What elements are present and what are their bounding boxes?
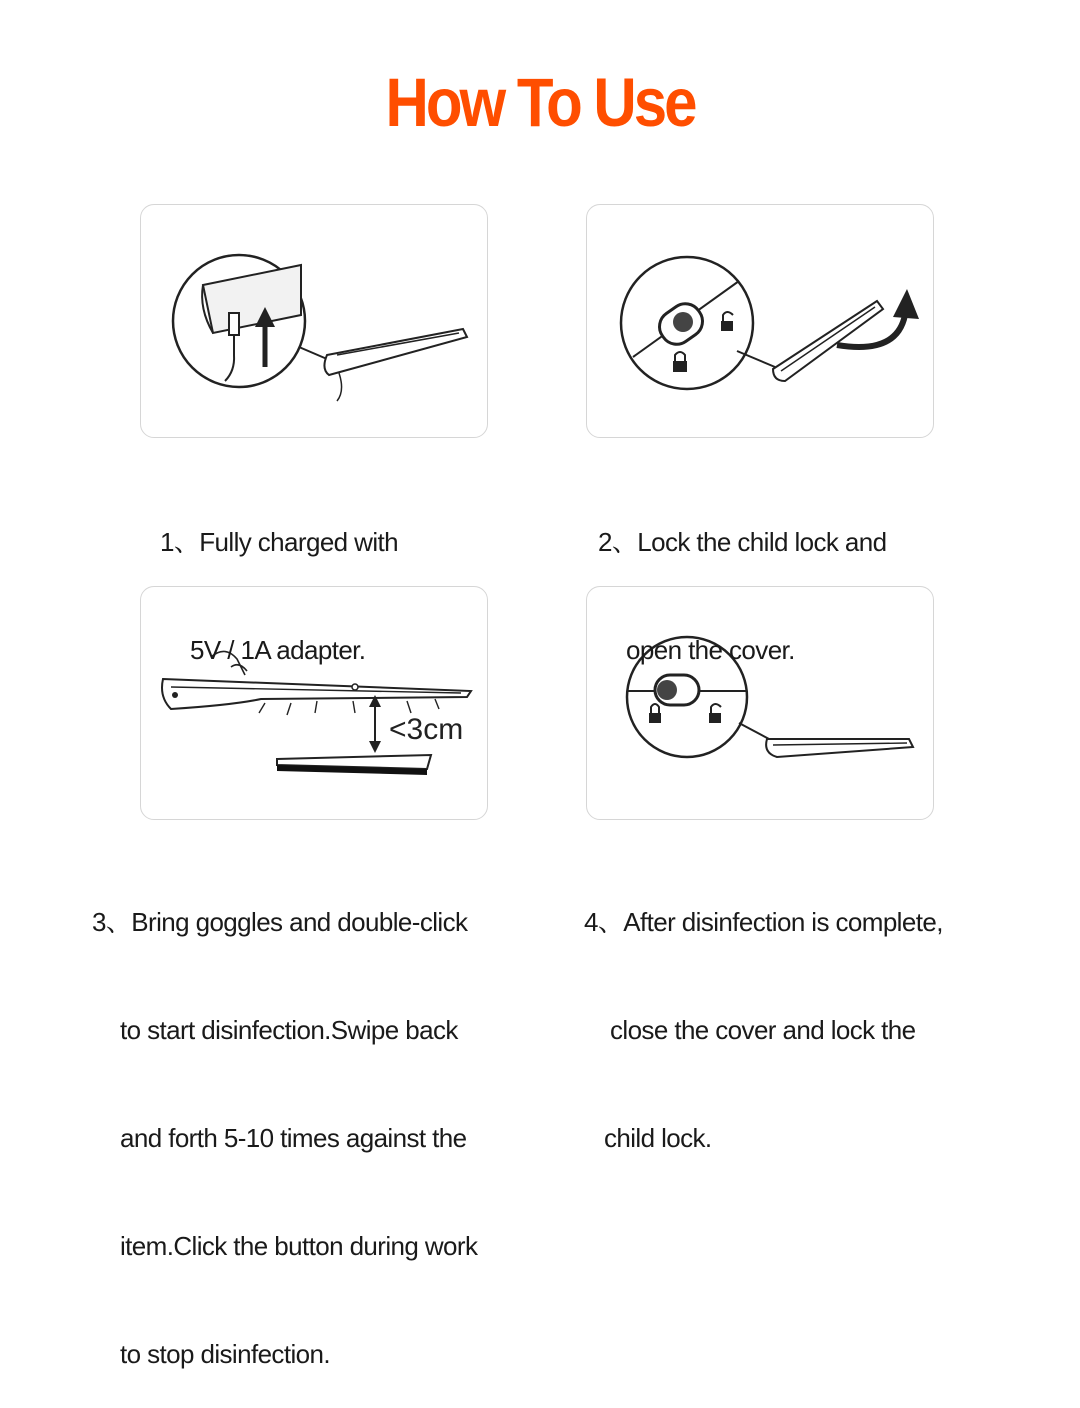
- step-2-line-2: open the cover.: [626, 635, 795, 665]
- step-1-drawing: [141, 205, 489, 439]
- step-1-line-1: 1、Fully charged with: [160, 527, 399, 557]
- step-4-line-3: child lock.: [604, 1123, 712, 1153]
- item-icon: [277, 755, 431, 775]
- device-icon: [324, 329, 467, 401]
- step-3-caption: [92, 832, 477, 1408]
- step-3-number: 3、: [92, 907, 132, 937]
- step-2-line-1: 2、Lock the child lock and: [598, 527, 887, 557]
- device-icon: [766, 739, 913, 757]
- step-3-line-3: and forth 5-10 times against the: [120, 1123, 467, 1153]
- step-4-line-1: 4、After disinfection is complete,: [584, 907, 943, 937]
- step-3-line-2: to start disinfection.Swipe back: [120, 1015, 458, 1045]
- step-3-line-4: item.Click the button during work: [120, 1231, 478, 1261]
- step-4-line-2: close the cover and lock the: [610, 1015, 916, 1045]
- step-2-illustration: [586, 204, 934, 438]
- device-icon: [773, 301, 883, 381]
- step-2-number: 2、: [598, 527, 638, 557]
- step-1-illustration: [140, 204, 488, 438]
- step-1-caption: [160, 452, 398, 704]
- step-3-line-1: 3、Bring goggles and double-click: [92, 907, 468, 937]
- step-2-caption: [598, 452, 887, 704]
- distance-label: <3cm: [389, 713, 464, 746]
- step-4-number: 4、: [584, 907, 624, 937]
- page-title: How To Use: [385, 63, 695, 142]
- step-4-caption: [584, 832, 943, 1192]
- step-1-line-2: 5V / 1A adapter.: [190, 635, 366, 665]
- step-1-number: 1、: [160, 527, 200, 557]
- step-2-drawing: [587, 205, 935, 439]
- step-3-line-5: to stop disinfection.: [120, 1339, 330, 1369]
